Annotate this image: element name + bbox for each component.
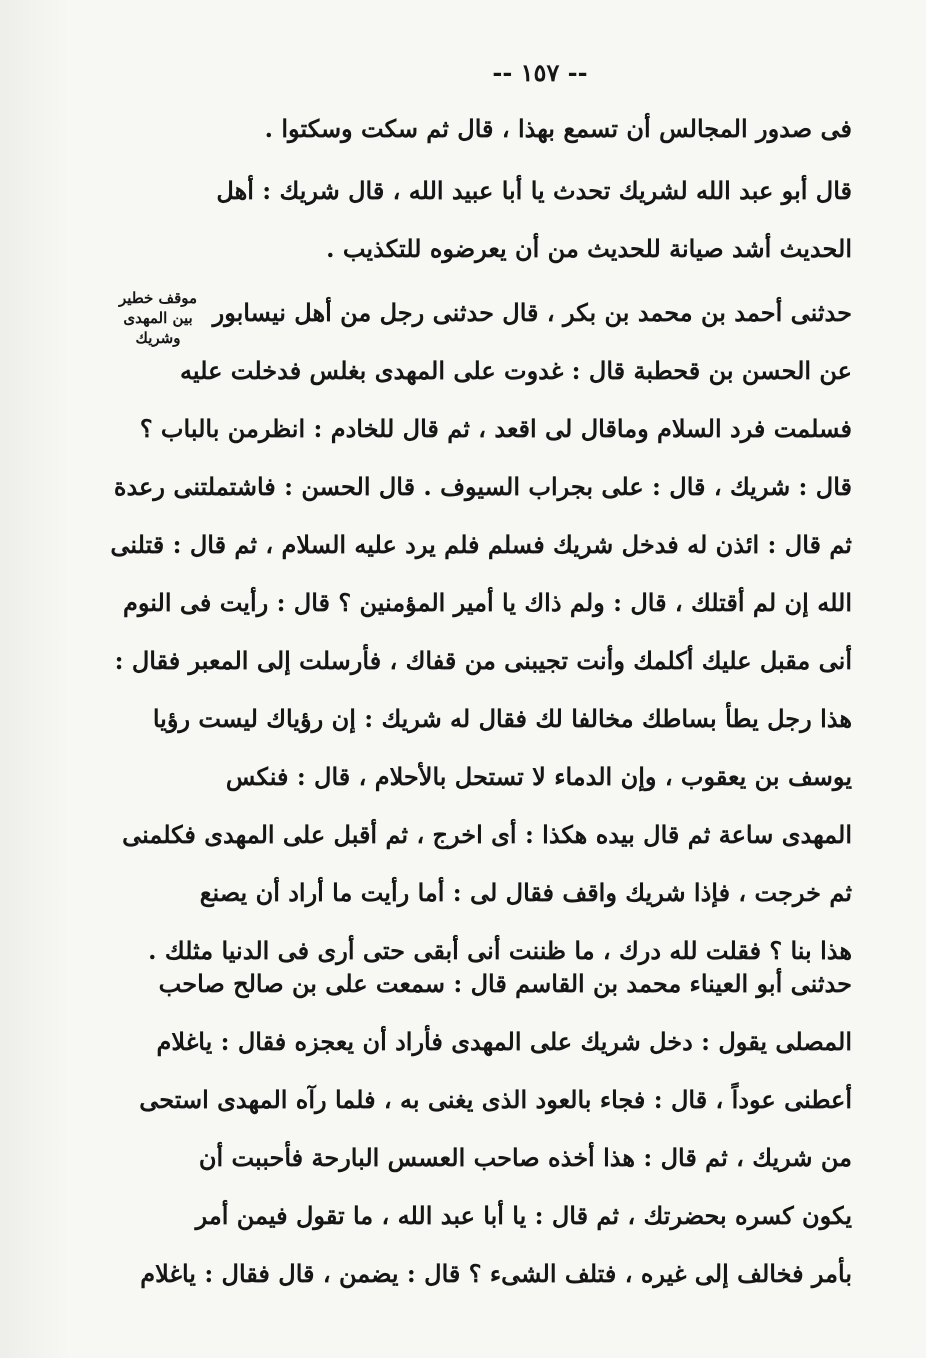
text-line: فسلمت فرد السلام وماقال لى اقعد ، ثم قال للخادم : انظرمن بالباب ؟ (139, 414, 852, 443)
text-line: من شريك ، ثم قال : هذا أخذه صاحب العسس البارحة فأحببت أن (198, 1143, 852, 1172)
text-line: أعطنى عوداً ، قال : فجاء بالعود الذى يغنى به ، فلما رآه المهدى استحى (139, 1085, 852, 1114)
paragraph-oud-story (139, 955, 852, 1303)
text-line: قال أبو عبد الله لشريك تحدث يا أبا عبيد الله ، قال شريك : أهل (216, 176, 852, 205)
paragraph-continuation (232, 100, 852, 158)
paragraph-hadith-protection (216, 162, 852, 278)
text-line: يوسف بن يعقوب ، وإن الدماء لا تستحل بالأحلام ، قال : فنكس (225, 762, 852, 791)
text-line: عن الحسن بن قحطبة قال : غدوت على المهدى بغلس فدخلت عليه (180, 356, 852, 385)
text-line: المصلى يقول : دخل شريك على المهدى فأراد أن يعجزه فقال : ياغلام (156, 1027, 852, 1056)
margin-note (106, 288, 210, 348)
margin-note-line: بين المهدى (123, 309, 193, 327)
text-line: ثم خرجت ، فإذا شريك واقف فقال لى : أما رأيت ما أراد أن يصنع (199, 878, 852, 907)
text-line: هذا رجل يطأ بساطك مخالفا لك فقال له شريك : إن رؤياك ليست رؤيا (152, 704, 852, 733)
text-line: يكون كسره بحضرتك ، ثم قال : يا أبا عبد الله ، ما تقول فيمن أمر (195, 1201, 852, 1230)
text-line: بأمر فخالف إلى غيره ، فتلف الشىء ؟ قال : يضمن ، قال فقال : ياغلام (140, 1259, 852, 1288)
text-line: الله إن لم أقتلك ، قال : ولم ذاك يا أمير المؤمنين ؟ قال : رأيت فى النوم (123, 588, 852, 617)
text-line: هذا بنا ؟ فقلت لله درك ، ما ظننت أنى أبقى حتى أرى فى الدنيا مثلك . (148, 936, 852, 965)
margin-note-line: وشريك (135, 329, 181, 347)
text-line: أنى مقبل عليك أكلمك وأنت تجيبنى من قفاك ، فأرسلت إلى المعبر فقال : (114, 646, 852, 675)
margin-note-line: موقف خطير (118, 289, 198, 307)
text-line: فى صدور المجالس أن تسمع بهذا ، قال ثم سكت وسكتوا . (264, 114, 852, 143)
text-line: حدثنى أحمد بن محمد بن بكر ، قال حدثنى رجل من أهل نيسابور (212, 298, 852, 327)
page-fold-shadow (0, 0, 70, 1358)
text-line: قال : شريك ، قال : على بجراب السيوف . قال الحسن : فاشتملتنى رعدة (113, 472, 852, 501)
text-line: المهدى ساعة ثم قال بيده هكذا : أى اخرج ، ثم أقبل على المهدى فكلمنى (122, 820, 852, 849)
text-line: ثم قال : ائذن له فدخل شريك فسلم فلم يرد عليه السلام ، ثم قال : قتلنى (110, 530, 852, 559)
text-line: حدثنى أبو العيناء محمد بن القاسم قال : سمعت على بن صالح صاحب (158, 969, 852, 998)
text-line: الحديث أشد صيانة للحديث من أن يعرضوه للتكذيب . (326, 234, 852, 263)
page-number: -- ١٥٧ -- (492, 58, 588, 87)
